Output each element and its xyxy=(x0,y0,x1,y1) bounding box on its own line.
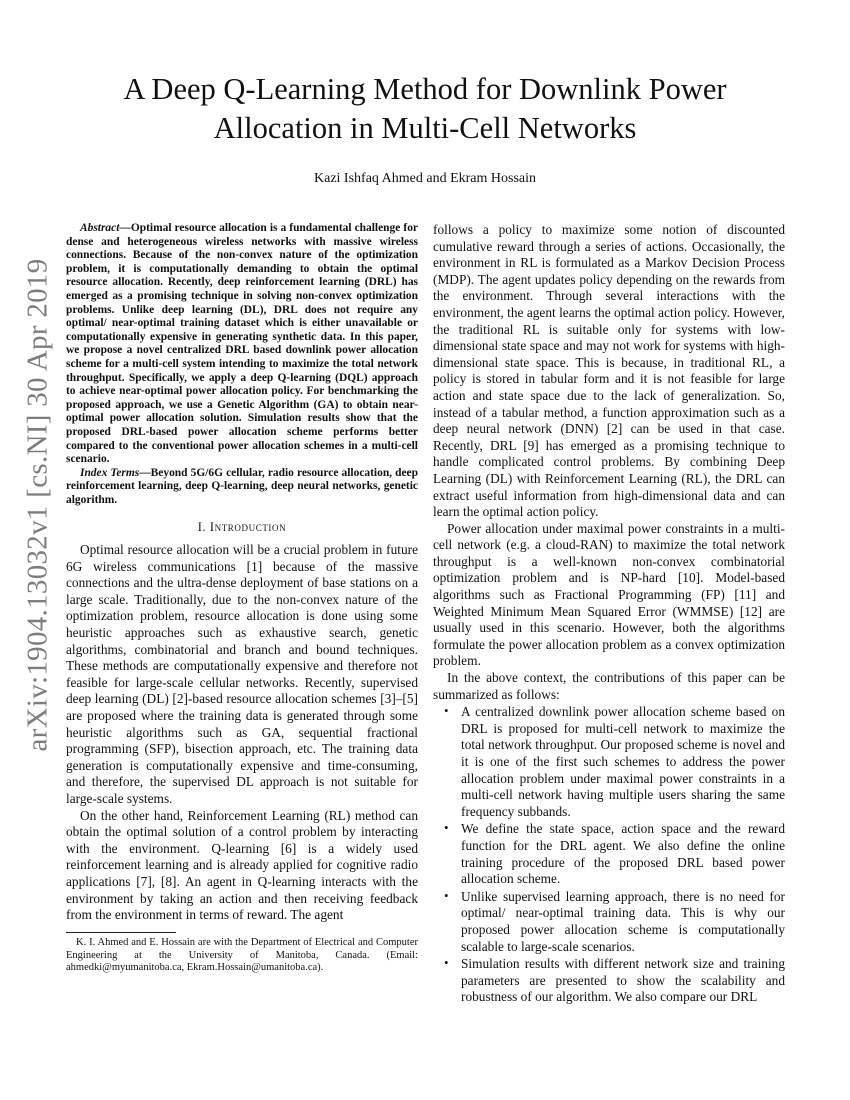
body-paragraph: Optimal resource allocation will be a crucial problem in future 6G wireless communications [1] because of the massive connections and the ultra-dense deployment of base stations on a large scale. Traditionally, due to the non-convex nature of the optimization problem, resource allocation is done using some heuristic approaches such as exhaustive search, genetic algorithms, combinatorial and branch and bound techniques. These methods are computationally expensive and therefore not feasible for large-scale cellular networks. Recently, supervised deep learning (DL) [2]-based resource allocation schemes [3]–[5] are proposed where the training data is generated through some heuristic algorithms such as GA, sequential fractional programming (SFP), bisection approach, etc. The training data generation is computationally expensive and time-consuming, and therefore, the supervised DL approach is not suitable for large-scale systems. xyxy=(66,542,418,806)
arxiv-side-stamp xyxy=(12,258,64,752)
list-item xyxy=(433,821,785,887)
arxiv-identifier: arXiv:1904.13032v1 [cs.NI] 30 Apr 2019 xyxy=(21,258,54,752)
index-terms xyxy=(66,467,418,508)
list-item-text: A centralized downlink power allocation scheme based on DRL is proposed for multi-cell network to maximize the total network throughput. Our proposed scheme is novel and it is one of the first such schemes to address the power allocation problem under maximal power constraints in a multi-cell network having multiple users sharing the same frequency subbands. xyxy=(461,704,785,819)
list-item xyxy=(433,704,785,820)
title-line: Allocation in Multi-Cell Networks xyxy=(213,111,637,145)
index-terms-label: Index Terms xyxy=(80,466,140,479)
body-paragraph: In the above context, the contributions of this paper can be summarized as follows: xyxy=(433,670,785,702)
contributions-list xyxy=(433,704,785,1006)
list-item xyxy=(433,889,785,955)
bullet-icon: • xyxy=(444,887,449,903)
body-paragraph: Power allocation under maximal power constraints in a multi-cell network (e.g. a cloud-RAN) to maximize the total network throughput is a well-known non-convex combinatorial optimization problem and is NP-hard [10]. Model-based algorithms such as Fractional Programming (FP) [11] and Weighted Minimum Mean Squared Error (WMMSE) [12] are usually used in this scenario. However, both the algorithms formulate the power allocation problem as a convex optimization problem. xyxy=(433,520,785,669)
list-item xyxy=(433,956,785,1006)
body-paragraph: follows a policy to maximize some notion of discounted cumulative reward through a series of actions. Occasionally, the environment in RL is formulated as a Markov Decision Process (MDP). The agent updates policy depending on the rewards from the environment. Through several interactions with the environment, the agent learns the optimal action policy. However, the traditional RL is suitable only for systems with low-dimensional state space and may not work for systems with high-dimensional state space. This is because, in traditional RL, a policy is stored in tabular form and it is not feasible for large action and state space due to the lack of generalization. So, instead of a tabular method, a function approximation such as a deep neural network (DNN) [2] can be used in that case. Recently, DRL [9] has emerged as a promising technique to handle complicated control problems. By combining Deep Learning (DL) with Reinforcement Learning (RL), the DRL can extract useful information from high-dimensional data and can learn the optimal action policy. xyxy=(433,222,785,520)
affiliation-footnote: K. I. Ahmed and E. Hossain are with the Department of Electrical and Computer Engineering at the University of Manitoba, Canada. (Email: ahmedki@myumanitoba.ca, Ekram.Hossain@umanitoba.ca). xyxy=(66,936,418,974)
footnote-divider xyxy=(66,932,176,933)
list-item-text: We define the state space, action space and the reward function for the DRL agent. We also define the online training procedure of the proposed DRL based power allocation scheme. xyxy=(461,821,785,887)
body-paragraph: On the other hand, Reinforcement Learning (RL) method can obtain the optimal solution of a control problem by interacting with the environment. Q-learning [6] is a widely used reinforcement learning and is already applied for cognitive radio applications [7], [8]. An agent in Q-learning interacts with the environment by taking an action and then receiving feedback from the environment in terms of reward. The agent xyxy=(66,807,418,923)
abstract-text: —Optimal resource allocation is a fundamental challenge for dense and heterogeneous wireless networks with massive wireless connections. Because of the non-convex nature of the optimization problem, it is computationally demanding to obtain the optimal resource allocation. Recently, deep reinforcement learning (DRL) has emerged as a promising technique in solving non-convex optimization problems. Unlike deep learning (DL), DRL does not require any optimal/ near-optimal training dataset which is either unavailable or computationally expensive in generating synthetic data. In this paper, we propose a novel centralized DRL based downlink power allocation scheme for a multi-cell system intending to maximize the total network throughput. Specifically, we apply a deep Q-learning (DQL) approach to achieve near-optimal power allocation policy. For benchmarking the proposed approach, we use a Genetic Algorithm (GA) to obtain near-optimal power allocation solution. Simulation results show that the proposed DRL-based power allocation scheme performs better compared to the conventional power allocation schemes in a multi-cell scenario. xyxy=(66,222,418,466)
paper-title xyxy=(60,70,790,148)
index-terms-text: —Beyond 5G/6G cellular, radio resource allocation, deep reinforcement learning, deep Q-learning, deep neural networks, genetic algorithm. xyxy=(66,466,418,506)
left-column xyxy=(66,222,418,975)
title-line: A Deep Q-Learning Method for Downlink Power xyxy=(123,72,727,106)
bullet-icon: • xyxy=(444,820,449,836)
abstract xyxy=(66,222,418,467)
author-list: Kazi Ishfaq Ahmed and Ekram Hossain xyxy=(314,171,536,186)
section-heading-introduction: I. Introduction xyxy=(197,520,287,535)
list-item-text: Unlike supervised learning approach, there is no need for optimal/ near-optimal training data. This is why our proposed power allocation scheme is computationally scalable to large-scale scenarios. xyxy=(461,888,785,954)
abstract-label: Abstract xyxy=(80,222,120,234)
right-column xyxy=(433,222,785,1006)
bullet-icon: • xyxy=(444,703,449,719)
bullet-icon: • xyxy=(444,955,449,971)
list-item-text: Simulation results with different network size and training parameters are presented to show the scalability and robustness of our algorithm. We also compare our DRL xyxy=(461,956,785,1005)
